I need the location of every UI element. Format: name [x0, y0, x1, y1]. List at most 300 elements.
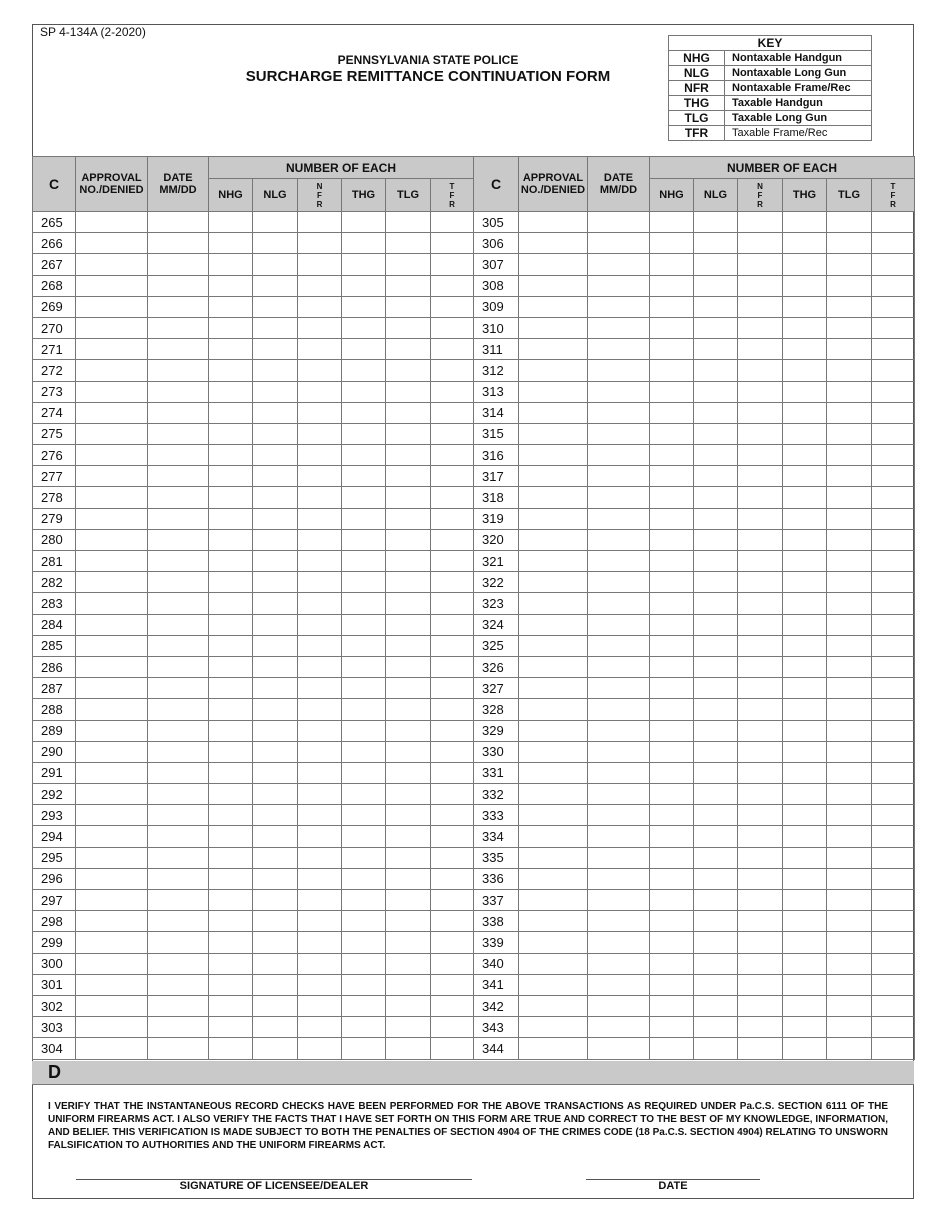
nhg-field[interactable]: [209, 847, 253, 868]
thg-field[interactable]: [342, 360, 386, 381]
tfr-field[interactable]: [431, 911, 474, 932]
approval-field[interactable]: [519, 1017, 588, 1038]
approval-field[interactable]: [76, 275, 148, 296]
nfr-field[interactable]: [298, 847, 342, 868]
nlg-field[interactable]: [694, 551, 738, 572]
date-field[interactable]: [148, 317, 209, 338]
nhg-field[interactable]: [209, 381, 253, 402]
nlg-field[interactable]: [694, 953, 738, 974]
thg-field[interactable]: [342, 1038, 386, 1059]
date-field[interactable]: [148, 932, 209, 953]
thg-field[interactable]: [783, 254, 827, 275]
tlg-field[interactable]: [827, 762, 872, 783]
approval-field[interactable]: [519, 317, 588, 338]
tlg-field[interactable]: [386, 826, 431, 847]
nlg-field[interactable]: [694, 445, 738, 466]
nfr-field[interactable]: [298, 593, 342, 614]
tfr-field[interactable]: [872, 699, 915, 720]
thg-field[interactable]: [342, 317, 386, 338]
thg-field[interactable]: [783, 614, 827, 635]
thg-field[interactable]: [783, 932, 827, 953]
approval-field[interactable]: [519, 212, 588, 233]
nfr-field[interactable]: [738, 381, 783, 402]
date-field[interactable]: [588, 508, 650, 529]
tfr-field[interactable]: [872, 720, 915, 741]
nfr-field[interactable]: [298, 953, 342, 974]
nlg-field[interactable]: [694, 423, 738, 444]
tlg-field[interactable]: [827, 911, 872, 932]
thg-field[interactable]: [783, 890, 827, 911]
nhg-field[interactable]: [650, 1038, 694, 1059]
tlg-field[interactable]: [386, 317, 431, 338]
tlg-field[interactable]: [386, 381, 431, 402]
nlg-field[interactable]: [253, 635, 298, 656]
approval-field[interactable]: [76, 233, 148, 254]
tlg-field[interactable]: [827, 593, 872, 614]
approval-field[interactable]: [76, 699, 148, 720]
nhg-field[interactable]: [650, 529, 694, 550]
tlg-field[interactable]: [827, 868, 872, 889]
thg-field[interactable]: [342, 487, 386, 508]
nfr-field[interactable]: [298, 1038, 342, 1059]
tlg-field[interactable]: [386, 1038, 431, 1059]
thg-field[interactable]: [783, 805, 827, 826]
nhg-field[interactable]: [650, 720, 694, 741]
nhg-field[interactable]: [650, 1017, 694, 1038]
date-field[interactable]: [148, 890, 209, 911]
nhg-field[interactable]: [209, 296, 253, 317]
thg-field[interactable]: [342, 847, 386, 868]
nlg-field[interactable]: [694, 360, 738, 381]
date-field[interactable]: [148, 551, 209, 572]
nlg-field[interactable]: [694, 466, 738, 487]
date-field[interactable]: [148, 805, 209, 826]
nfr-field[interactable]: [298, 233, 342, 254]
nlg-field[interactable]: [694, 381, 738, 402]
tlg-field[interactable]: [827, 932, 872, 953]
date-field[interactable]: [148, 466, 209, 487]
tfr-field[interactable]: [431, 974, 474, 995]
date-field[interactable]: [588, 720, 650, 741]
nhg-field[interactable]: [209, 572, 253, 593]
approval-field[interactable]: [519, 529, 588, 550]
thg-field[interactable]: [783, 995, 827, 1016]
nhg-field[interactable]: [209, 487, 253, 508]
date-field[interactable]: [588, 932, 650, 953]
nhg-field[interactable]: [650, 868, 694, 889]
tfr-field[interactable]: [431, 762, 474, 783]
nlg-field[interactable]: [253, 678, 298, 699]
nfr-field[interactable]: [738, 296, 783, 317]
tlg-field[interactable]: [386, 995, 431, 1016]
nhg-field[interactable]: [650, 508, 694, 529]
thg-field[interactable]: [342, 339, 386, 360]
thg-field[interactable]: [342, 1017, 386, 1038]
nhg-field[interactable]: [650, 233, 694, 254]
nfr-field[interactable]: [738, 720, 783, 741]
date-field[interactable]: [148, 360, 209, 381]
nfr-field[interactable]: [298, 974, 342, 995]
tfr-field[interactable]: [872, 551, 915, 572]
date-field[interactable]: [588, 826, 650, 847]
thg-field[interactable]: [783, 275, 827, 296]
approval-field[interactable]: [519, 868, 588, 889]
thg-field[interactable]: [783, 508, 827, 529]
nlg-field[interactable]: [253, 1038, 298, 1059]
tlg-field[interactable]: [386, 656, 431, 677]
nlg-field[interactable]: [694, 572, 738, 593]
date-field[interactable]: [588, 1038, 650, 1059]
tlg-field[interactable]: [386, 868, 431, 889]
tfr-field[interactable]: [431, 995, 474, 1016]
nfr-field[interactable]: [298, 466, 342, 487]
nhg-field[interactable]: [650, 741, 694, 762]
nfr-field[interactable]: [298, 572, 342, 593]
nlg-field[interactable]: [253, 890, 298, 911]
tfr-field[interactable]: [431, 720, 474, 741]
tlg-field[interactable]: [827, 402, 872, 423]
thg-field[interactable]: [783, 466, 827, 487]
nlg-field[interactable]: [694, 593, 738, 614]
nfr-field[interactable]: [298, 868, 342, 889]
approval-field[interactable]: [76, 551, 148, 572]
tlg-field[interactable]: [827, 1038, 872, 1059]
nhg-field[interactable]: [650, 678, 694, 699]
date-field[interactable]: [148, 826, 209, 847]
thg-field[interactable]: [783, 233, 827, 254]
nlg-field[interactable]: [694, 847, 738, 868]
nhg-field[interactable]: [650, 911, 694, 932]
tfr-field[interactable]: [431, 551, 474, 572]
thg-field[interactable]: [783, 551, 827, 572]
approval-field[interactable]: [76, 487, 148, 508]
nfr-field[interactable]: [298, 423, 342, 444]
date-field[interactable]: [588, 699, 650, 720]
tlg-field[interactable]: [386, 529, 431, 550]
nfr-field[interactable]: [298, 360, 342, 381]
approval-field[interactable]: [519, 551, 588, 572]
thg-field[interactable]: [342, 508, 386, 529]
thg-field[interactable]: [783, 720, 827, 741]
nhg-field[interactable]: [209, 974, 253, 995]
nfr-field[interactable]: [738, 784, 783, 805]
tlg-field[interactable]: [386, 805, 431, 826]
approval-field[interactable]: [76, 762, 148, 783]
thg-field[interactable]: [783, 678, 827, 699]
date-field[interactable]: [588, 784, 650, 805]
tlg-field[interactable]: [386, 360, 431, 381]
tlg-field[interactable]: [827, 678, 872, 699]
nlg-field[interactable]: [694, 254, 738, 275]
tfr-field[interactable]: [431, 784, 474, 805]
tlg-field[interactable]: [827, 699, 872, 720]
approval-field[interactable]: [76, 784, 148, 805]
approval-field[interactable]: [76, 1038, 148, 1059]
nfr-field[interactable]: [738, 868, 783, 889]
approval-field[interactable]: [76, 445, 148, 466]
thg-field[interactable]: [342, 868, 386, 889]
date-field[interactable]: [148, 741, 209, 762]
nlg-field[interactable]: [694, 487, 738, 508]
tlg-field[interactable]: [827, 508, 872, 529]
approval-field[interactable]: [519, 974, 588, 995]
tlg-field[interactable]: [386, 720, 431, 741]
tfr-field[interactable]: [872, 995, 915, 1016]
nhg-field[interactable]: [209, 911, 253, 932]
tlg-field[interactable]: [386, 233, 431, 254]
tfr-field[interactable]: [431, 1017, 474, 1038]
nfr-field[interactable]: [298, 487, 342, 508]
approval-field[interactable]: [519, 720, 588, 741]
date-field[interactable]: [148, 847, 209, 868]
date-field[interactable]: [588, 423, 650, 444]
tfr-field[interactable]: [872, 911, 915, 932]
tfr-field[interactable]: [431, 805, 474, 826]
nfr-field[interactable]: [298, 890, 342, 911]
nhg-field[interactable]: [650, 699, 694, 720]
tfr-field[interactable]: [872, 317, 915, 338]
thg-field[interactable]: [783, 212, 827, 233]
tfr-field[interactable]: [431, 868, 474, 889]
nlg-field[interactable]: [694, 699, 738, 720]
nhg-field[interactable]: [209, 360, 253, 381]
nfr-field[interactable]: [738, 614, 783, 635]
tlg-field[interactable]: [386, 911, 431, 932]
nlg-field[interactable]: [694, 932, 738, 953]
tfr-field[interactable]: [872, 784, 915, 805]
thg-field[interactable]: [342, 614, 386, 635]
nhg-field[interactable]: [650, 296, 694, 317]
approval-field[interactable]: [519, 805, 588, 826]
nfr-field[interactable]: [298, 656, 342, 677]
tlg-field[interactable]: [827, 529, 872, 550]
thg-field[interactable]: [342, 593, 386, 614]
nlg-field[interactable]: [694, 233, 738, 254]
approval-field[interactable]: [76, 635, 148, 656]
thg-field[interactable]: [342, 741, 386, 762]
approval-field[interactable]: [519, 784, 588, 805]
nlg-field[interactable]: [253, 381, 298, 402]
tfr-field[interactable]: [872, 381, 915, 402]
date-field[interactable]: [148, 1017, 209, 1038]
tfr-field[interactable]: [872, 339, 915, 360]
nhg-field[interactable]: [650, 487, 694, 508]
tfr-field[interactable]: [431, 593, 474, 614]
thg-field[interactable]: [783, 826, 827, 847]
tfr-field[interactable]: [872, 1017, 915, 1038]
tfr-field[interactable]: [431, 445, 474, 466]
approval-field[interactable]: [519, 275, 588, 296]
approval-field[interactable]: [76, 656, 148, 677]
nfr-field[interactable]: [738, 953, 783, 974]
nlg-field[interactable]: [253, 487, 298, 508]
nfr-field[interactable]: [738, 932, 783, 953]
date-field[interactable]: [588, 339, 650, 360]
tlg-field[interactable]: [386, 614, 431, 635]
nlg-field[interactable]: [694, 402, 738, 423]
tfr-field[interactable]: [431, 678, 474, 699]
approval-field[interactable]: [76, 741, 148, 762]
tlg-field[interactable]: [827, 741, 872, 762]
nlg-field[interactable]: [253, 296, 298, 317]
nlg-field[interactable]: [694, 212, 738, 233]
nfr-field[interactable]: [298, 784, 342, 805]
tfr-field[interactable]: [872, 360, 915, 381]
nlg-field[interactable]: [694, 508, 738, 529]
nfr-field[interactable]: [738, 762, 783, 783]
nhg-field[interactable]: [209, 826, 253, 847]
approval-field[interactable]: [519, 847, 588, 868]
nhg-field[interactable]: [650, 381, 694, 402]
date-field[interactable]: [148, 212, 209, 233]
tfr-field[interactable]: [431, 1038, 474, 1059]
date-field[interactable]: [148, 784, 209, 805]
tfr-field[interactable]: [872, 423, 915, 444]
tfr-field[interactable]: [872, 529, 915, 550]
thg-field[interactable]: [342, 656, 386, 677]
nlg-field[interactable]: [694, 826, 738, 847]
approval-field[interactable]: [76, 720, 148, 741]
tfr-field[interactable]: [431, 890, 474, 911]
nlg-field[interactable]: [253, 360, 298, 381]
nlg-field[interactable]: [253, 805, 298, 826]
thg-field[interactable]: [783, 445, 827, 466]
nhg-field[interactable]: [209, 868, 253, 889]
nfr-field[interactable]: [738, 890, 783, 911]
date-field[interactable]: [148, 995, 209, 1016]
approval-field[interactable]: [519, 826, 588, 847]
nhg-field[interactable]: [209, 678, 253, 699]
tfr-field[interactable]: [872, 233, 915, 254]
tlg-field[interactable]: [827, 360, 872, 381]
date-field[interactable]: [148, 974, 209, 995]
date-field[interactable]: [588, 466, 650, 487]
date-field[interactable]: [148, 614, 209, 635]
nlg-field[interactable]: [694, 339, 738, 360]
approval-field[interactable]: [76, 296, 148, 317]
thg-field[interactable]: [783, 953, 827, 974]
nfr-field[interactable]: [298, 699, 342, 720]
approval-field[interactable]: [519, 1038, 588, 1059]
approval-field[interactable]: [519, 508, 588, 529]
tfr-field[interactable]: [872, 635, 915, 656]
nlg-field[interactable]: [253, 317, 298, 338]
tfr-field[interactable]: [872, 890, 915, 911]
approval-field[interactable]: [519, 296, 588, 317]
nfr-field[interactable]: [738, 487, 783, 508]
thg-field[interactable]: [783, 317, 827, 338]
nlg-field[interactable]: [253, 212, 298, 233]
approval-field[interactable]: [76, 868, 148, 889]
nlg-field[interactable]: [694, 741, 738, 762]
tfr-field[interactable]: [431, 572, 474, 593]
date-field[interactable]: [588, 805, 650, 826]
nlg-field[interactable]: [694, 890, 738, 911]
nhg-field[interactable]: [209, 932, 253, 953]
nfr-field[interactable]: [298, 254, 342, 275]
tlg-field[interactable]: [827, 254, 872, 275]
date-field[interactable]: [588, 572, 650, 593]
tlg-field[interactable]: [827, 720, 872, 741]
date-field[interactable]: [148, 423, 209, 444]
tfr-field[interactable]: [872, 678, 915, 699]
nfr-field[interactable]: [298, 741, 342, 762]
nlg-field[interactable]: [253, 402, 298, 423]
tlg-field[interactable]: [827, 847, 872, 868]
nhg-field[interactable]: [650, 212, 694, 233]
nfr-field[interactable]: [298, 529, 342, 550]
tlg-field[interactable]: [827, 784, 872, 805]
tfr-field[interactable]: [431, 529, 474, 550]
tlg-field[interactable]: [386, 699, 431, 720]
date-field[interactable]: [588, 296, 650, 317]
nhg-field[interactable]: [209, 402, 253, 423]
date-field[interactable]: [148, 572, 209, 593]
tfr-field[interactable]: [872, 296, 915, 317]
nhg-field[interactable]: [209, 212, 253, 233]
tlg-field[interactable]: [386, 762, 431, 783]
date-field[interactable]: [588, 614, 650, 635]
tlg-field[interactable]: [386, 339, 431, 360]
tlg-field[interactable]: [827, 890, 872, 911]
tlg-field[interactable]: [386, 402, 431, 423]
thg-field[interactable]: [783, 339, 827, 360]
approval-field[interactable]: [76, 826, 148, 847]
nhg-field[interactable]: [650, 254, 694, 275]
nhg-field[interactable]: [650, 805, 694, 826]
tfr-field[interactable]: [872, 762, 915, 783]
nhg-field[interactable]: [209, 508, 253, 529]
nfr-field[interactable]: [738, 233, 783, 254]
tfr-field[interactable]: [872, 868, 915, 889]
approval-field[interactable]: [76, 911, 148, 932]
tfr-field[interactable]: [431, 381, 474, 402]
tfr-field[interactable]: [872, 847, 915, 868]
tlg-field[interactable]: [827, 466, 872, 487]
approval-field[interactable]: [519, 953, 588, 974]
nfr-field[interactable]: [298, 805, 342, 826]
thg-field[interactable]: [783, 868, 827, 889]
approval-field[interactable]: [519, 614, 588, 635]
nhg-field[interactable]: [209, 656, 253, 677]
nhg-field[interactable]: [209, 741, 253, 762]
nhg-field[interactable]: [209, 551, 253, 572]
approval-field[interactable]: [519, 741, 588, 762]
nhg-field[interactable]: [650, 339, 694, 360]
nlg-field[interactable]: [253, 784, 298, 805]
tfr-field[interactable]: [872, 656, 915, 677]
nhg-field[interactable]: [209, 466, 253, 487]
approval-field[interactable]: [519, 890, 588, 911]
nhg-field[interactable]: [650, 932, 694, 953]
date-field[interactable]: [148, 339, 209, 360]
nfr-field[interactable]: [738, 572, 783, 593]
tlg-field[interactable]: [827, 487, 872, 508]
thg-field[interactable]: [783, 1017, 827, 1038]
tlg-field[interactable]: [386, 212, 431, 233]
nhg-field[interactable]: [209, 805, 253, 826]
tfr-field[interactable]: [872, 932, 915, 953]
tlg-field[interactable]: [827, 275, 872, 296]
nlg-field[interactable]: [253, 445, 298, 466]
nhg-field[interactable]: [650, 826, 694, 847]
thg-field[interactable]: [342, 762, 386, 783]
nlg-field[interactable]: [253, 508, 298, 529]
nlg-field[interactable]: [253, 529, 298, 550]
date-field[interactable]: [148, 762, 209, 783]
date-field[interactable]: [148, 593, 209, 614]
nlg-field[interactable]: [694, 995, 738, 1016]
